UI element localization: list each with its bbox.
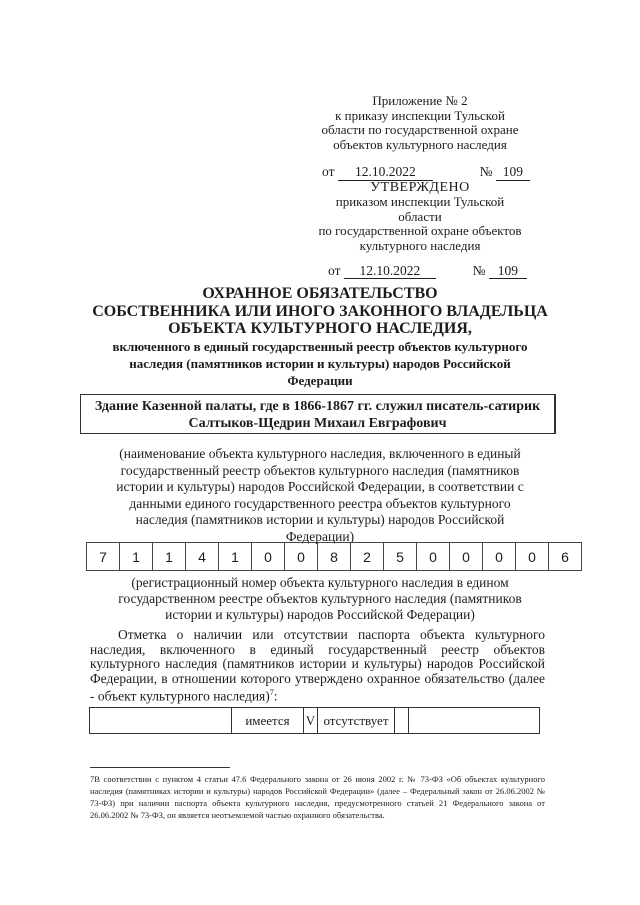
registration-digit-cell: 7: [87, 543, 120, 571]
annex-line: объектов культурного наследия: [333, 136, 507, 152]
document-subtitle: [75, 338, 565, 389]
caption-line: истории и культуры) народов Российской Федерации): [165, 607, 475, 622]
approval-number-prefix: №: [472, 263, 486, 279]
annex-line: Приложение № 2: [372, 93, 468, 108]
object-name-box: [80, 394, 556, 434]
registration-digit-cell: 0: [483, 543, 516, 571]
passport-absent-label: отсутствует: [318, 708, 395, 734]
caption-line: (наименование объекта культурного наследия, включенного в единый: [119, 446, 521, 461]
registration-number-grid: [86, 542, 582, 571]
footnote-separator: [90, 767, 230, 768]
title-line: ОХРАННОЕ ОБЯЗАТЕЛЬСТВО: [202, 285, 438, 302]
passport-text-end: :: [273, 688, 278, 704]
approval-block: [300, 181, 540, 279]
caption-line: Федерации): [285, 528, 355, 544]
title-line: СОБСТВЕННИКА ИЛИ ИНОГО ЗАКОННОГО ВЛАДЕЛЬЦА: [92, 302, 548, 320]
passport-blank-cell: [409, 708, 540, 734]
passport-absent-box: [395, 708, 409, 734]
registration-digit-cell: 8: [318, 543, 351, 571]
annex-block: [300, 94, 540, 181]
approval-line: области: [398, 208, 442, 224]
registration-digit-cell: 0: [417, 543, 450, 571]
approval-line: приказом инспекции Тульской: [335, 194, 505, 210]
passport-paragraph: [90, 628, 545, 704]
caption-line: данными единого государственного реестра объектов культурного: [129, 495, 511, 511]
footnote: 7В соответствии с пунктом 4 статьи 47.6 Федерального закона от 26 июня 2002 г. № 73-ФЗ «Об объектах культурного наследия (памятниках истории и культуры) народов Российской Федерации» (далее – Федеральный закон от 26.06.2002 № 73-ФЗ) при наличии паспорта объекта культурного наследия, предусмотренного статьей 21 Федерального закона от 26.06.2002 № 73-ФЗ, он является неотъемлемой частью охранного обязательства.: [90, 774, 545, 820]
passport-text: Отметка о наличии или отсутствии паспорта объекта культурного наследия, включенного в единый государственный реестр объектов культурного наследия (памятников истории и культуры) народов Российской Федерации, в отношении которого утверждено охранное обязательство (далее - объект культурного наследия): [90, 627, 545, 704]
caption-line: (регистрационный номер объекта культурного наследия в едином: [131, 575, 509, 590]
registration-digit-cell: 6: [549, 543, 582, 571]
annex-date: 12.10.2022: [338, 165, 433, 181]
subtitle-line: включенного в единый государственный реестр объектов культурного: [112, 339, 528, 354]
passport-status-table: [89, 707, 540, 734]
subtitle-line: наследия (памятников истории и культуры) народов Российской: [129, 356, 511, 371]
approval-title: УТВЕРЖДЕНО: [370, 180, 470, 195]
subtitle-line: Федерации: [287, 373, 353, 388]
registration-digit-cell: 0: [516, 543, 549, 571]
footnote-reference: 7: [269, 688, 274, 697]
approval-number: 109: [489, 264, 527, 279]
annex-number-prefix: №: [479, 164, 493, 180]
approval-date: 12.10.2022: [344, 264, 436, 279]
registration-digit-cell: 5: [384, 543, 417, 571]
registration-digit-cell: 1: [153, 543, 186, 571]
registration-number-caption: [95, 575, 545, 623]
approval-line: по государственной охране объектов: [318, 223, 522, 239]
registration-digit-cell: 0: [450, 543, 483, 571]
annex-line: области по государственной охране: [321, 122, 519, 138]
caption-line: государственный реестр объектов культурного наследия (памятников: [120, 462, 520, 478]
registration-digit-cell: 0: [252, 543, 285, 571]
object-name-caption: [100, 446, 540, 545]
passport-mark-cell: V: [304, 708, 318, 734]
approval-date-number: [300, 264, 540, 279]
registration-digit-cell: 4: [186, 543, 219, 571]
passport-present-label: имеется: [232, 708, 304, 734]
approval-line: культурного наследия: [359, 237, 481, 253]
annex-date-number: [300, 165, 540, 181]
title-line: ОБЪЕКТА КУЛЬТУРНОГО НАСЛЕДИЯ,: [168, 320, 472, 337]
caption-line: государственном реестре объектов культурного наследия (памятников: [118, 591, 522, 606]
caption-line: наследия (памятников истории и культуры) народов Российской: [135, 512, 505, 527]
annex-date-prefix: от: [322, 164, 335, 180]
annex-line: к приказу инспекции Тульской: [335, 107, 505, 123]
approval-date-prefix: от: [328, 263, 341, 279]
registration-digit-cell: 1: [120, 543, 153, 571]
registration-digit-cell: 2: [351, 543, 384, 571]
caption-line: истории и культуры) народов Российской Федерации, в соответствии с: [116, 479, 524, 494]
passport-blank-cell: [90, 708, 232, 734]
document-title: [70, 285, 570, 338]
annex-number: 109: [496, 165, 530, 181]
object-name-line: Здание Казенной палаты, где в 1866-1867 гг. служил писатель-сатирик: [94, 399, 541, 414]
object-name-line: Салтыков-Щедрин Михаил Евграфович: [188, 416, 447, 431]
registration-digit-cell: 1: [219, 543, 252, 571]
registration-digit-cell: 0: [285, 543, 318, 571]
